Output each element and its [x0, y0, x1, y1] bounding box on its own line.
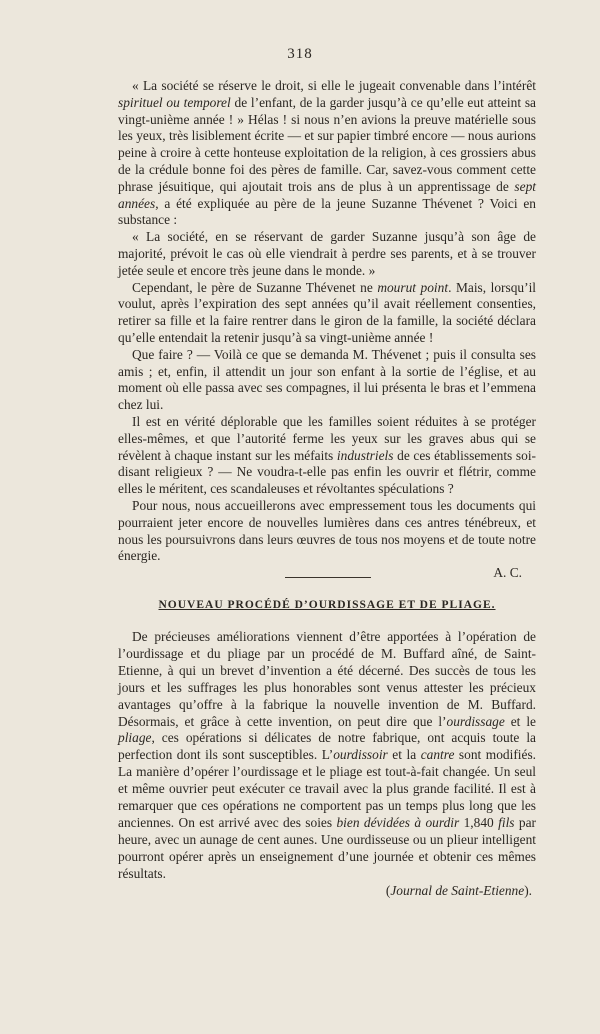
text-run: Pour nous, nous accueillerons avec empressement tous les documents qui pourraient jeter encore de nouvelles lumières dans ces antres ténébreux, et nous les poursuivrons dans leurs œuvres de tous nos moyens et de toute notre énergie. — [118, 497, 536, 564]
italic-run: ourdissage — [446, 713, 505, 729]
text-run: de l’enfant, de la garder jusqu’à ce qu’elle eut atteint sa vingt-unième année ! » Hélas ! si nous n’en avions la preuve matérielle sous les yeux, très lisiblement écrite — et sur papier timbré encore — nous aurions peine à croire à cette honteuse exploitation de la religion, à ces grossiers abus de la crédule bonne foi des pères de famille. Car, savez-vous comment cette phrase jésuitique, qui ajoutait trois ans de plus à un apprentissage de — [118, 94, 536, 194]
text-run: De précieuses améliorations viennent d’être apportées à l’opération de l’ourdissage et du pliage par un procédé de M. Buffard aîné, de Saint-Etienne, à qui un brevet d’invention a été décerné. Des succès de tous les jours et les suffrages les plus honorables sont venus attester les précieux avantages qu’offre à la fabrique la nouvelle invention de M. Buffard. Désormais, et grâce à cette invention, on peut dire que l’ — [118, 629, 536, 729]
text-run: « La société, en se réservant de garder Suzanne jusqu’à son âge de majorité, prévoit le cas où elle viendrait à perdre ses parents, et à se trouver jetée seule et encore très jeune dans le monde. » — [118, 229, 536, 278]
text-run: sont modifiés. La manière d’opérer l’ourdissage et le pliage est tout-à-fait changée. Un seul et même ouvrier peut exécuter ce travail avec la plus grande facilité. Il est à remarquer que ces opérations ne comportent pas un temps plus long que les anciennes. On est arrivé avec des soies — [118, 747, 536, 830]
italic-run: pliage — [118, 730, 152, 746]
italic-run: bien dévidées à ourdir — [336, 814, 460, 830]
source-open: ( — [385, 882, 391, 898]
italic-run: sept années — [118, 178, 536, 211]
paragraph — [118, 498, 536, 565]
text-run: 1,840 — [459, 814, 499, 830]
page-number: 318 — [287, 46, 313, 62]
paragraph-list — [118, 78, 536, 565]
text-run: et le — [504, 713, 536, 729]
italic-run: mourut point — [377, 279, 449, 295]
text-run: par heure, avec un aunage de cent aunes. Une ourdisseuse ou un plieur intelligent pourront opérer après un enseignement d’une journée et obtenir ces mêmes résultats. — [118, 814, 536, 881]
text-run: , ces opérations si délicates de notre fabrique, ont acquis toute la perfection dont ils sont susceptibles. L’ — [118, 730, 536, 763]
text-run: , a été expliquée au père de la jeune Suzanne Thévenet ? Voici en substance : — [118, 195, 536, 228]
paragraph — [118, 78, 536, 229]
text-run: Cependant, le père de Suzanne Thévenet ne — [132, 279, 378, 295]
source-citation — [118, 883, 536, 900]
author-signature: A. C. — [493, 565, 522, 581]
text-run: de ces établissements soi-disant religieux ? — Ne voudra-t-elle pas enfin les ouvrir et flétrir, comme elles le méritent, ces scandaleuses et révoltantes spéculations ? — [118, 447, 536, 497]
section-divider — [285, 577, 371, 578]
paragraph — [118, 414, 536, 498]
article-body-continued — [118, 78, 536, 582]
paragraph — [118, 347, 536, 414]
source-close: ). — [524, 882, 532, 898]
text-run: Il est en vérité déplorable que les familles soient réduites à se protéger elles-mêmes, et que l’autorité ferme les yeux sur les graves abus qui se révèlent à chaque instant sur les méfaits — [118, 413, 536, 463]
paragraph — [118, 629, 536, 883]
italic-run: industriels — [336, 447, 394, 463]
text-run: . Mais, lorsqu’il voulut, après l’expiration des sept années qu’il avait réellement consenties, retirer sa fille et la faire rentrer dans le giron de la famille, la société déclara qu’elle entendait la retenir jusqu’à sa vingt-unième année ! — [118, 279, 537, 345]
italic-run: cantre — [420, 747, 455, 763]
italic-run: fils — [498, 814, 515, 830]
paragraph — [118, 280, 536, 347]
paragraph-list — [118, 629, 536, 883]
source-title: Journal de Saint-Etienne — [390, 882, 525, 898]
article-heading: NOUVEAU PROCÉDÉ D’OURDISSAGE ET DE PLIAGE. — [158, 599, 496, 611]
article-body-ourdissage — [118, 629, 536, 900]
italic-run: spirituel ou temporel — [118, 94, 231, 110]
italic-run: ourdissoir — [333, 747, 388, 763]
text-run: Que faire ? — Voilà ce que se demanda M. Thévenet ; puis il consulta ses amis ; et, enfin, il attendit un jour son enfant à la sortie de l’église, et au moment où elle passa avec ses compagnes, il lui présenta le bras et l’emmena chez lui. — [118, 346, 536, 413]
text-run: « La société se réserve le droit, si elle le jugeait convenable dans l’intérêt — [132, 78, 536, 93]
paragraph — [118, 229, 536, 279]
text-run: et la — [387, 747, 421, 763]
